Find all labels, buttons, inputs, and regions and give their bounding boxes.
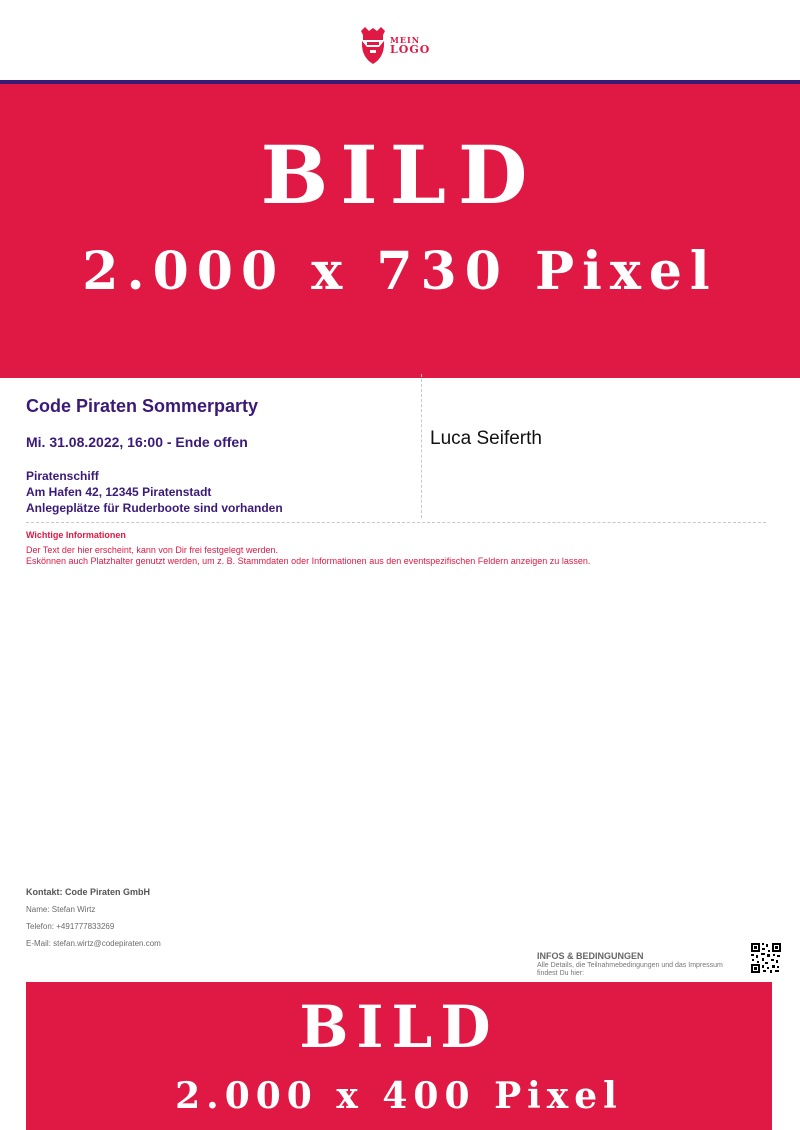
- contact-email: E-Mail: stefan.wirtz@codepiraten.com: [26, 939, 161, 948]
- contact-phone: Telefon: +491777833269: [26, 922, 115, 931]
- hero-placeholder-title: BILD: [260, 128, 540, 222]
- logo-line-2: LOGO: [390, 43, 431, 56]
- hero-image-placeholder: [0, 84, 800, 378]
- pirate-beard-icon: [359, 25, 387, 65]
- venue-name: Piratenschiff: [26, 469, 99, 483]
- event-venue: [26, 468, 283, 516]
- qr-code-icon[interactable]: [750, 942, 782, 974]
- contact-name: Name: Stefan Wirtz: [26, 905, 96, 914]
- info-line: Der Text der hier erscheint, kann von Dir frei festgelegt werden.: [26, 545, 278, 555]
- footer-placeholder-title: BILD: [299, 993, 499, 1061]
- logo-line-1: MEIN: [390, 35, 421, 45]
- brand-logo: [359, 24, 441, 66]
- logo-wordmark: [390, 35, 430, 55]
- footer-placeholder-size: 2.000 x 400 Pixel: [175, 1075, 623, 1117]
- vertical-divider: [421, 374, 422, 518]
- event-date: Mi. 31.08.2022, 16:00 - Ende offen: [26, 434, 248, 450]
- event-title: Code Piraten Sommerparty: [26, 396, 259, 416]
- attendee-name: Luca Seiferth: [430, 428, 542, 449]
- contact-title: Kontakt: Code Piraten GmbH: [26, 887, 151, 897]
- important-info: [26, 529, 590, 567]
- terms-text: Alle Details, die Teilnahmebedingungen und das Impressum findest Du hier:: [537, 962, 723, 977]
- terms-block: [537, 951, 737, 978]
- venue-note: Anlegeplätze für Ruderboote sind vorhanden: [26, 501, 283, 515]
- horizontal-divider: [26, 522, 766, 523]
- footer-image-placeholder: [26, 982, 772, 1130]
- contact-block: [26, 887, 161, 956]
- venue-address: Am Hafen 42, 12345 Piratenstadt: [26, 485, 212, 499]
- terms-title: INFOS & BEDINGUNGEN: [537, 951, 644, 961]
- info-line: Eskönnen auch Platzhalter genutzt werden, um z. B. Stammdaten oder Informationen aus den eventspezifischen Feldern anzeigen zu lassen.: [26, 556, 591, 566]
- info-title: Wichtige Informationen: [26, 530, 126, 540]
- hero-placeholder-size: 2.000 x 730 Pixel: [82, 241, 718, 302]
